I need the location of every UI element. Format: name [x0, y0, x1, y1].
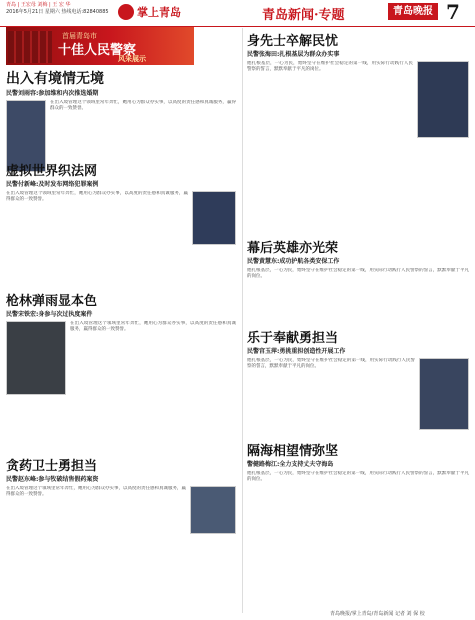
masthead-line1: 青岛 | 王宏母 刘梅 | 王 宏 华 [6, 2, 71, 8]
right-article-4-body: 他扎根基层，一心为民，始终坚守在维护社会稳定的第一线，用实际行动践行人民警察的誓言，默默奉献于平凡的岗位。 [247, 471, 469, 482]
section-title: 青岛新闻·专题 [262, 8, 345, 23]
brand-logo: 青岛晚报 [388, 3, 438, 20]
page-number: 7 [446, 0, 460, 24]
banner-people-image [8, 31, 52, 63]
masthead-info [6, 2, 109, 16]
right-article-1-title: 身先士卒解民忧 [247, 34, 339, 49]
left-article-4-subtitle: 民警赵东峰:参与牧破结售假药案资 [6, 476, 99, 483]
right-article-3-body: 他扎根基层，一心为民，始终坚守在维护社会稳定的第一线，用实际行动践行人民警察的誓言，默默奉献于平凡的岗位。 [247, 358, 415, 369]
right-article-3-subtitle: 民警宫玉萍:勇挑重担创造性开展工作 [247, 348, 346, 355]
app-logo-text: 掌上青岛 [137, 6, 181, 19]
banner-row3: 风采展示 [118, 55, 146, 63]
right-article-4-title: 隔海相望情弥坚 [247, 444, 339, 459]
left-article-1-body: 在出入境管理这个领域里常年奔忙，她用心为群众办实事，以高度的责任感和真诚服务，赢得群众的一致赞誉。 [50, 100, 236, 111]
masthead-line2: 2016年5月21日 星期六 热线电话:82840885 [6, 9, 109, 15]
left-article-1-title: 出入有境情无境 [6, 71, 104, 87]
right-article-3-title: 乐于奉献勇担当 [247, 331, 339, 346]
app-logo-icon [118, 4, 134, 20]
left-article-2-body: 在出入境管理这个领域里常年奔忙，她用心为群众办实事，以高度的责任感和真诚服务，赢得群众的一致赞誉。 [6, 191, 188, 202]
left-article-3-title: 枪林弹雨显本色 [6, 294, 98, 309]
banner-row1: 首届青岛市 [62, 32, 97, 40]
officer-photo-5 [417, 61, 469, 138]
officer-photo-6 [419, 358, 469, 430]
masthead [0, 0, 475, 27]
right-article-2-subtitle: 民警黄慧东:成功护航各类安保工作 [247, 258, 340, 265]
left-article-3-subtitle: 民警宋铁宏:身参与次过执度案件 [6, 311, 93, 318]
right-article-2-title: 幕后英雄亦光荣 [247, 241, 339, 256]
left-article-4-body: 在出入境管理这个领域里常年奔忙，她用心为群众办实事，以高度的责任感和真诚服务，赢得群众的一致赞誉。 [6, 486, 186, 497]
banner-row2: 十佳人民警察 [58, 43, 137, 58]
left-article-2-subtitle: 民警付新峰:及时发布网络犯罪案例 [6, 181, 99, 188]
right-article-1-subtitle: 民警张海田:扎根基层为群众办实事 [247, 51, 340, 58]
right-article-4-subtitle: 警健路梅江:全力支持丈夫守海岛 [247, 461, 334, 468]
officer-photo-4 [190, 486, 236, 534]
feature-banner [6, 27, 194, 65]
left-article-1-subtitle: 民警刘雨容:参加维和内次推选婚期 [6, 90, 99, 97]
page-footer: 青岛晚报/掌上青岛/青岛新闻 记者 刘 保 校 [330, 611, 425, 617]
right-article-1-body: 他扎根基层，一心为民，始终坚守在维护社会稳定的第一线，用实际行动践行人民警察的誓言，默默奉献于平凡的岗位。 [247, 61, 413, 72]
left-article-2-title: 虚拟世界织法网 [6, 164, 98, 179]
officer-photo-2 [192, 191, 236, 245]
left-article-4-title: 贪药卫士勇担当 [6, 459, 98, 474]
right-article-2-body: 他扎根基层，一心为民，始终坚守在维护社会稳定的第一线，用实际行动践行人民警察的誓言，默默奉献于平凡的岗位。 [247, 268, 469, 279]
left-article-3-body: 在出入境管理这个领域里常年奔忙，她用心为群众办实事，以高度的责任感和真诚服务，赢得群众的一致赞誉。 [70, 321, 236, 332]
officer-photo-3 [6, 321, 66, 395]
column-divider [242, 28, 243, 613]
